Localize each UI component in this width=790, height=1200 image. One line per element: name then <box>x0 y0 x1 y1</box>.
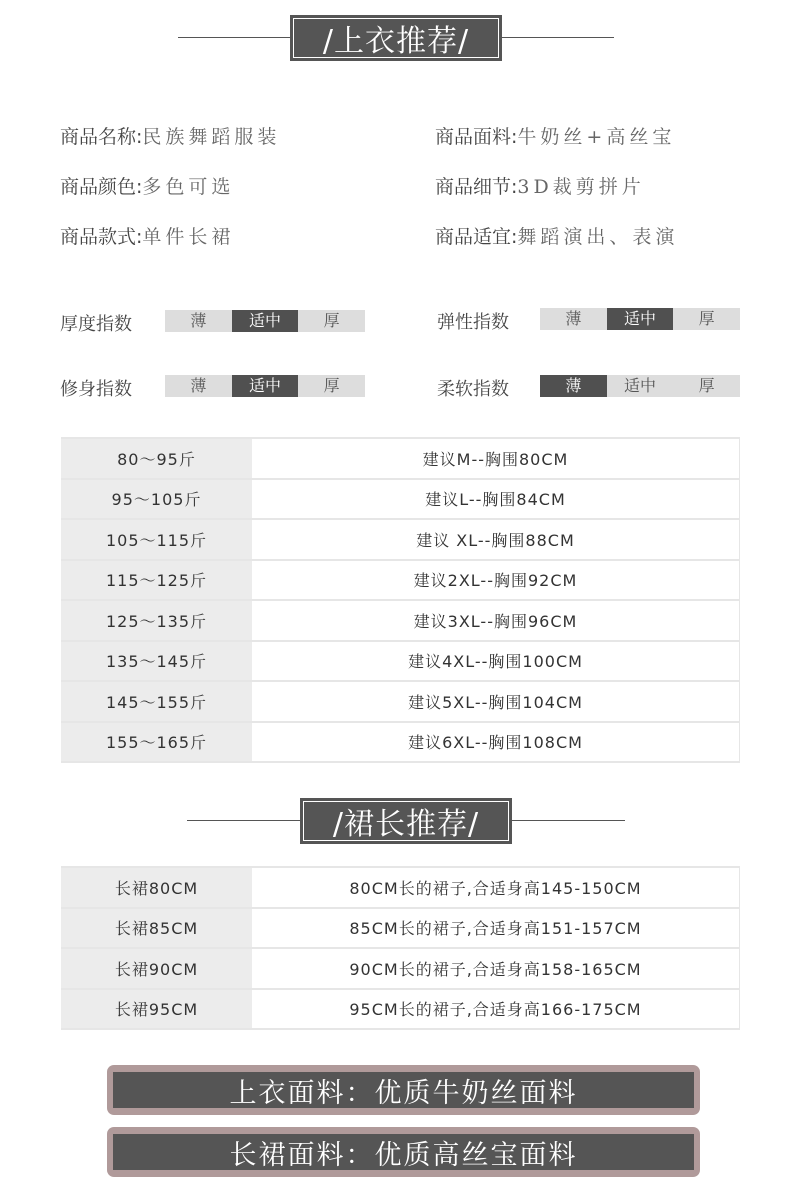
row-key: 125～135斤 <box>61 600 252 641</box>
row-value: 建议4XL--胸围100CM <box>252 641 740 682</box>
table-row <box>61 479 740 520</box>
table-row <box>61 948 740 989</box>
banner-text: 上衣面料：优质牛奶丝面料 <box>113 1072 694 1108</box>
skirt-table <box>61 866 740 1030</box>
spec-item <box>435 172 645 199</box>
table-row <box>61 989 740 1030</box>
table-row <box>61 641 740 682</box>
spec-label: 商品细节: <box>435 176 518 198</box>
spec-item <box>435 122 675 149</box>
spec-item <box>60 222 234 249</box>
index-label: 厚度指数 <box>60 314 132 335</box>
spec-label: 商品面料: <box>435 126 518 148</box>
index-label: 柔软指数 <box>437 379 509 400</box>
index-option: 薄 <box>190 311 207 330</box>
row-value: 建议 XL--胸围88CM <box>252 519 740 560</box>
row-value: 建议M--胸围80CM <box>252 438 740 479</box>
fabric-banner-skirt <box>107 1127 700 1177</box>
index-label: 弹性指数 <box>437 312 509 333</box>
row-key: 95～105斤 <box>61 479 252 520</box>
spec-value: 舞蹈演出、表演 <box>517 226 679 248</box>
row-key: 145～155斤 <box>61 681 252 722</box>
spec-label: 商品款式: <box>60 226 143 248</box>
index-scale <box>165 375 365 397</box>
section-title-text: /上衣推荐/ <box>293 18 499 58</box>
divider-line <box>512 820 625 821</box>
index-option: 适中 <box>624 376 657 395</box>
index-option: 薄 <box>190 376 207 395</box>
row-value: 建议L--胸围84CM <box>252 479 740 520</box>
section-title-skirt <box>300 798 512 844</box>
row-key: 105～115斤 <box>61 519 252 560</box>
index-option: 厚 <box>323 376 340 395</box>
index-option: 适中 <box>232 375 299 397</box>
spec-label: 商品适宜: <box>435 226 518 248</box>
spec-value: 3D裁剪拼片 <box>517 176 645 198</box>
banner-text: 长裙面料：优质高丝宝面料 <box>113 1134 694 1170</box>
table-row <box>61 560 740 601</box>
row-key: 80～95斤 <box>61 438 252 479</box>
spec-item <box>435 222 678 249</box>
table-row <box>61 722 740 763</box>
spec-value: 牛奶丝+高丝宝 <box>517 126 676 148</box>
index-scale <box>540 308 740 330</box>
row-value: 95CM长的裙子,合适身高166-175CM <box>252 989 740 1030</box>
row-value: 建议3XL--胸围96CM <box>252 600 740 641</box>
row-key: 135～145斤 <box>61 641 252 682</box>
row-value: 建议2XL--胸围92CM <box>252 560 740 601</box>
divider-line <box>178 37 290 38</box>
row-value: 90CM长的裙子,合适身高158-165CM <box>252 948 740 989</box>
index-option: 薄 <box>540 375 607 397</box>
row-key: 115～125斤 <box>61 560 252 601</box>
spec-item <box>60 122 280 149</box>
table-row <box>61 867 740 908</box>
row-value: 85CM长的裙子,合适身高151-157CM <box>252 908 740 949</box>
row-value: 80CM长的裙子,合适身高145-150CM <box>252 867 740 908</box>
index-option: 适中 <box>232 310 299 332</box>
section-title-text: /裙长推荐/ <box>303 801 509 841</box>
table-row <box>61 681 740 722</box>
row-value: 建议6XL--胸围108CM <box>252 722 740 763</box>
row-key: 长裙85CM <box>61 908 252 949</box>
fabric-banner-top <box>107 1065 700 1115</box>
row-value: 建议5XL--胸围104CM <box>252 681 740 722</box>
index-scale <box>165 310 365 332</box>
spec-value: 单件长裙 <box>142 226 235 248</box>
index-option: 厚 <box>698 376 715 395</box>
table-row <box>61 519 740 560</box>
row-key: 长裙80CM <box>61 867 252 908</box>
row-key: 长裙90CM <box>61 948 252 989</box>
index-option: 厚 <box>698 309 715 328</box>
spec-item <box>60 172 234 199</box>
section-title-top <box>290 15 502 61</box>
spec-value: 多色可选 <box>142 176 235 198</box>
table-row <box>61 438 740 479</box>
row-key: 155～165斤 <box>61 722 252 763</box>
row-key: 长裙95CM <box>61 989 252 1030</box>
index-label: 修身指数 <box>60 379 132 400</box>
index-option: 厚 <box>323 311 340 330</box>
index-option: 薄 <box>565 309 582 328</box>
spec-label: 商品颜色: <box>60 176 143 198</box>
table-row <box>61 600 740 641</box>
divider-line <box>502 37 614 38</box>
table-row <box>61 908 740 949</box>
divider-line <box>187 820 300 821</box>
spec-value: 民族舞蹈服装 <box>142 126 281 148</box>
size-table <box>61 437 740 763</box>
index-option: 适中 <box>607 308 674 330</box>
index-scale <box>540 375 740 397</box>
spec-label: 商品名称: <box>60 126 143 148</box>
